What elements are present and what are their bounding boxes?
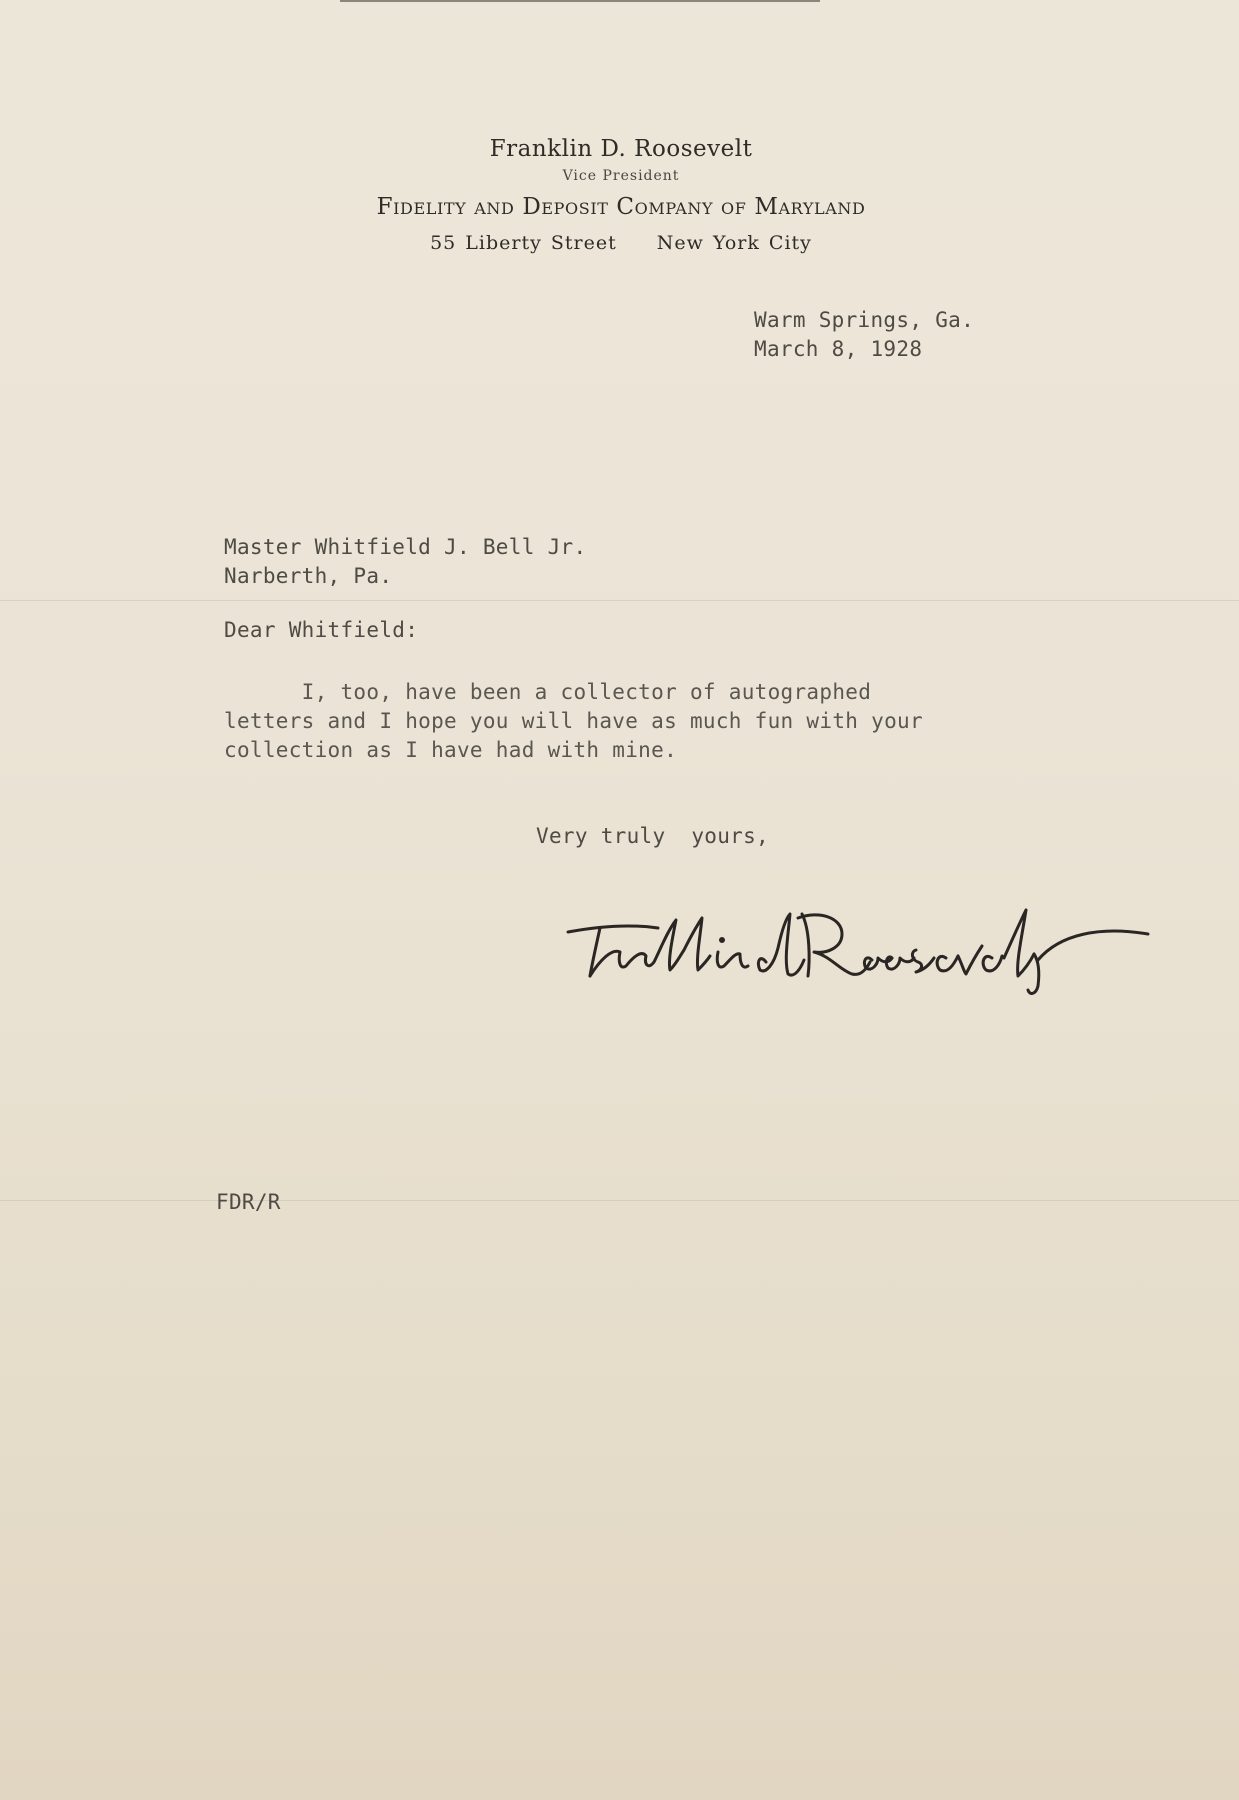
letterhead-address [3, 232, 1239, 254]
letter-body [224, 678, 923, 765]
top-edge-shadow [340, 0, 820, 2]
typist-initials: FDR/R [216, 1190, 281, 1214]
letterhead-company: Fidelity and Deposit Company of Maryland [376, 194, 866, 220]
letterhead-city: New York City [656, 232, 812, 254]
dateline [754, 306, 974, 364]
dateline-date: March 8, 1928 [754, 337, 923, 361]
dateline-place: Warm Springs, Ga. [754, 308, 975, 332]
closing: Very truly yours, [536, 824, 769, 848]
letterhead-name: Franklin D. Roosevelt [489, 136, 753, 162]
body-line: letters and I hope you will have as much fun with your [224, 709, 923, 733]
paper-fold-line [0, 600, 1239, 601]
paper-fold-line [0, 1200, 1239, 1201]
body-line: collection as I have had with mine. [224, 738, 678, 762]
body-line: I, too, have been a collector of autographed [224, 680, 872, 704]
handwritten-signature [560, 890, 1160, 1010]
letterhead-street: 55 Liberty Street [430, 232, 617, 254]
recipient-address [224, 533, 586, 591]
recipient-town: Narberth, Pa. [224, 564, 393, 588]
letterhead-title: Vice President [562, 168, 680, 184]
salutation: Dear Whitfield: [224, 618, 419, 642]
recipient-name: Master Whitfield J. Bell Jr. [224, 535, 587, 559]
